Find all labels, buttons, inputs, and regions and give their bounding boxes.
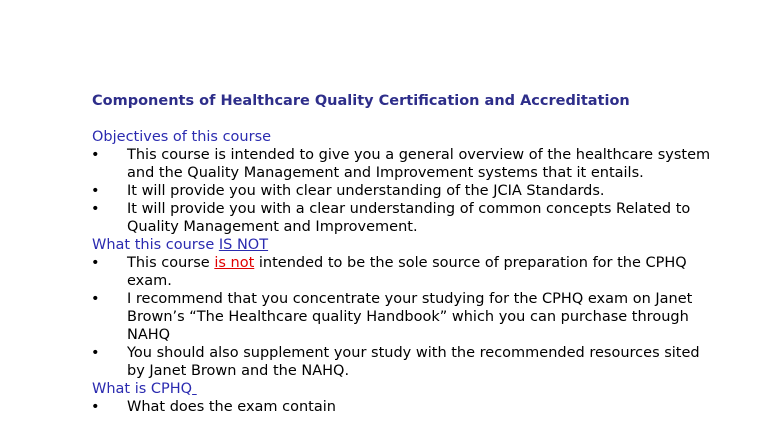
bullet-icon: • xyxy=(91,147,100,163)
heading-underlined-text xyxy=(192,381,197,397)
list-item-text: What does the exam contain xyxy=(127,399,336,415)
list-item-text: This course is intended to give you a general overview of the healthcare system and the Quality Management and Improvement systems that it entails. xyxy=(127,147,711,181)
list-item-text: I recommend that you concentrate your studying for the CPHQ exam on Janet Brown’s “The Healthcare quality Handbook” which you can purchase through NAHQ xyxy=(127,291,693,343)
list-item xyxy=(92,290,712,344)
bullet-icon: • xyxy=(91,345,100,361)
slide-title: Components of Healthcare Quality Certification and Accreditation xyxy=(92,93,630,109)
list-item-text: It will provide you with clear understanding of the JCIA Standards. xyxy=(127,183,605,199)
list-item xyxy=(92,200,712,236)
emphasis-text: is not xyxy=(214,255,255,271)
text-after: intended to be the sole source of preparation for the CPHQ exam. xyxy=(127,255,687,289)
heading-text: What is CPHQ xyxy=(92,381,193,397)
bullet-icon: • xyxy=(91,183,100,199)
text-before: This course xyxy=(127,255,215,271)
bullet-icon: • xyxy=(91,291,100,307)
list-item-text xyxy=(127,255,687,289)
list-item xyxy=(92,146,712,182)
list-item xyxy=(92,254,712,290)
list-item-text: It will provide you with a clear understanding of common concepts Related to Quality Management and Improvement. xyxy=(127,201,691,235)
bullet-icon: • xyxy=(91,255,100,271)
section-heading-objectives: Objectives of this course xyxy=(92,129,272,145)
heading-text: What this course xyxy=(92,237,219,253)
section-heading-what-is-cphq xyxy=(92,380,712,398)
list-item xyxy=(92,182,712,200)
list-item xyxy=(92,344,712,380)
section-heading-is-not xyxy=(92,236,712,254)
bullet-icon: • xyxy=(91,399,100,415)
slide-body xyxy=(92,128,712,416)
list-item xyxy=(92,398,712,416)
list-item-text: You should also supplement your study with the recommended resources sited by Janet Brown and the NAHQ. xyxy=(127,345,700,379)
heading-underlined-text: IS NOT xyxy=(218,237,269,253)
bullet-icon: • xyxy=(91,201,100,217)
